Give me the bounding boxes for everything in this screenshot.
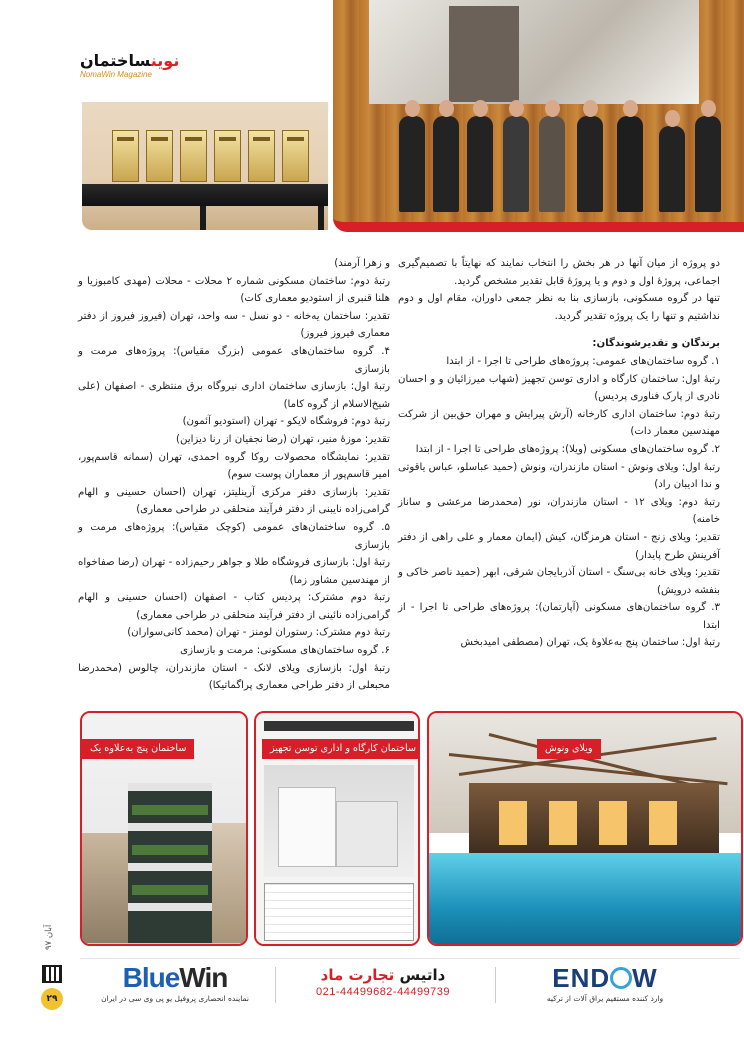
ad-divider [495,967,496,1003]
villa-pool [429,853,743,946]
bluewin-logo [90,963,260,993]
villa-window [649,801,677,845]
paragraph: تقدیر: بازسازی دفتر مرکزی آرینلیتز، تهران (احسان حسینی و الهام گرامی‌زاده نایبنی از دفتر فرآیند منحلقی در طراحی معماری) [78,486,390,516]
office-volume [336,801,398,867]
paragraph: ۶. گروه ساختمان‌های مسکونی: مرمت و بازسازی [180,645,390,657]
tower-planting [132,845,208,855]
neighbor-building [82,833,128,943]
screen-image [449,6,519,102]
villa-window [549,801,577,845]
neighbor-building [212,823,248,943]
paragraph: رتبۀ اول: ساختمان پنج به‌علاوۀ یک، تهران (مصطفی امیدبخش [460,637,720,649]
ad-bluewin[interactable] [90,963,260,1004]
office-floor-plan [264,883,414,941]
logo-subtitle: NomaWin Magazine [80,70,152,79]
magazine-icon [42,965,62,983]
card-office-tosan [254,711,420,946]
paragraph: رتبۀ اول: بازسازی فروشگاه طلا و جواهر رحیم‌زاده - تهران (رضا صفاخواه از مهندسین مشاور زما) [78,557,390,586]
person [433,116,459,212]
tower-planting [132,885,208,895]
section-heading: برندگان و تقدیرشوندگان: [592,338,720,350]
shelf [82,184,328,206]
card-label: ساختمان پنج به‌علاوه یک [82,739,194,759]
datis-title-b: تجارت ماد [320,966,395,984]
person [399,116,425,212]
article-column-left [78,255,390,695]
paragraph: تقدیر: ساختمان یه‌خانه - دو نسل - سه واحد، تهران (فیروز فیروز از دفتر معماری فیروز فیروز) [78,310,390,340]
paragraph: تقدیر: موزۀ منیر، تهران (رضا نجفیان از رنا دیزاین) [176,433,390,445]
trophy-plaque [180,130,207,182]
paragraph: رتبۀ اول: بازسازی ساختمان اداری نیروگاه برق منتظری - اصفهان (علی شیخ‌الاسلام از گروه کاما) [78,381,390,410]
person [467,116,493,212]
ad-divider [275,967,276,1003]
paragraph: ۴. گروه ساختمان‌های عمومی (بزرگ مقیاس): پروژه‌های مرمت و بازسازی [78,345,390,375]
endow-logo-a: END [552,963,611,993]
paragraph: رتبۀ دوم: ویلای ۱۲ - استان مازندران، نور (محمدرضا مرعشی و ساناز خامنه) [398,496,720,526]
card-residential-5plus1 [80,711,248,946]
endow-logo-b: W [632,963,658,993]
paragraph: رتبۀ دوم: فروشگاه لایکو - تهران (استودیو آئمون) [182,416,390,428]
datis-title [288,965,478,985]
person [617,116,643,212]
tower-planting [132,805,208,815]
paragraph: رتبۀ دوم مشترک: رستوران لومنز - تهران (محمد کانی‌سواران) [127,627,390,639]
paragraph: رتبۀ اول: بازسازی ویلای لانک - استان مازندران، چالوس (محمدرضا محبعلی از دفتر طراحی معماری پراگماتیکا) [78,662,390,692]
person [503,116,529,212]
trophy-plaque [248,130,275,182]
endow-logo-ring [610,967,632,989]
office-photo [264,765,414,877]
endow-logo [510,963,700,993]
tower-slab [128,863,212,871]
paragraph: ۵. گروه ساختمان‌های عمومی (کوچک مقیاس): پروژه‌های مرمت و بازسازی [78,521,390,551]
tower-slab [128,783,212,791]
office-sheet-header [264,721,414,731]
paragraph: ۱. گروه ساختمان‌های عمومی: پروژه‌های طراحی تا اجرا - از ابتدا [446,355,720,367]
bluewin-subtitle: نماینده انحصاری پروفیل یو پی وی سی در ایران [101,994,249,1003]
projection-screen [369,0,699,104]
datis-phone: 021-44499682-44499739 [315,986,451,998]
magazine-logo [80,52,192,86]
bluewin-logo-a: Blue [122,962,180,993]
trophy-plaque [214,130,241,182]
paragraph-gap [398,325,720,335]
person [659,126,685,212]
page-number: ۲۹ [41,988,63,1010]
paragraph: تنها در گروه مسکونی، بازسازی بنا به نظر جمعی داوران، مقام اول و دوم نداشتیم و تنها را یک پروژه تقدیر گردید. [398,293,720,322]
paragraph: تقدیر: ویلای خانه بی‌سنگ - استان آذربایجان شرقی، ابهر (حمید ناصر خاکی و بنفشه درویش) [398,567,720,596]
paragraph: دو پروژه از میان آنها در هر بخش را انتخاب نمایند که نهایتاً با تصمیم‌گیری اجماعی، پروژۀ اول و دوم و یا پروژۀ قابل تقدیر مشخص گردید. [398,258,720,287]
card-label: ویلای ونوش [537,739,601,759]
office-volume [278,787,336,867]
paragraph: و زهرا آرمند) [334,258,390,269]
card-label: ساختمان کارگاه و اداری توسن تجهیز [262,739,420,759]
paragraph: رتبۀ اول: ویلای ونوش - استان مازندران، ونوش (حمید عباسلو، عباس یاقوتی و ندا ادیبان راد) [398,461,720,491]
person [539,116,565,212]
paragraph: رتبۀ اول: ساختمان کارگاه و اداری توسن تجهیز (شهاب میرزائیان و و احسان نادری از پارک فناوری پردیس) [398,373,720,403]
shelf-leg [200,206,206,230]
trophy-plaque [112,130,139,182]
logo-text-a: نوین [150,51,180,70]
ads-strip [80,958,740,1010]
paragraph: ۲. گروه ساختمان‌های مسکونی (ویلا): پروژه‌های طراحی تا اجرا - از ابتدا [415,443,720,455]
logo-wordmark [80,52,192,70]
trophies-photo [82,102,328,230]
tower-slab [128,903,212,911]
paragraph: تقدیر: نمایشگاه محصولات روکا گروه احمدی، تهران (سمانه قاسم‌پور، امیر قاسم‌پور از معماران پوست سوم) [78,451,390,481]
issue-date: آبان ۹۷ [44,924,54,950]
trophy-plaque [282,130,309,182]
paragraph: رتبۀ دوم مشترک: پردیس کتاب - اصفهان (احسان حسینی و الهام گرامی‌زاده نائینی از دفتر فرآیند منحلقی در طراحی معماری) [78,592,390,621]
paragraph: رتبۀ دوم: ساختمان اداری کارخانه (آرش پیرایش و مهران حق‌بین از شرکت مهندسین معمار دات) [398,408,720,438]
tower-slab [128,823,212,831]
trophy-plaque [146,130,173,182]
person [577,116,603,212]
datis-title-a: داتیس [399,966,446,984]
paragraph: ۳. گروه ساختمان‌های مسکونی (آپارتمان): پروژه‌های طراحی تا اجرا - از ابتدا [398,602,720,631]
logo-text-b: ساختمان [80,51,151,70]
card-villa-venoosh [427,711,743,946]
paragraph: تقدیر: ویلای زنج - استان هرمزگان، کیش (ایمان معمار و علی راهی از دفتر آفرینش طرح پایدار) [398,531,720,561]
person [695,116,721,212]
article-column-right [398,255,720,652]
villa-window [599,801,627,845]
bluewin-logo-b: Win [179,962,228,993]
ad-datis[interactable] [288,965,478,999]
paragraph: رتبۀ دوم: ساختمان مسکونی شماره ۲ محلات - محلات (مهدی کامبوزیا و هلنا قنبری از استودیو معماری کات) [78,275,390,305]
endow-subtitle: وارد کننده مستقیم یراق آلات از ترکیه [546,994,664,1003]
shelf-leg [318,206,324,230]
ceremony-photo [333,0,744,232]
villa-window [499,801,527,845]
ad-endow[interactable] [510,963,700,1004]
